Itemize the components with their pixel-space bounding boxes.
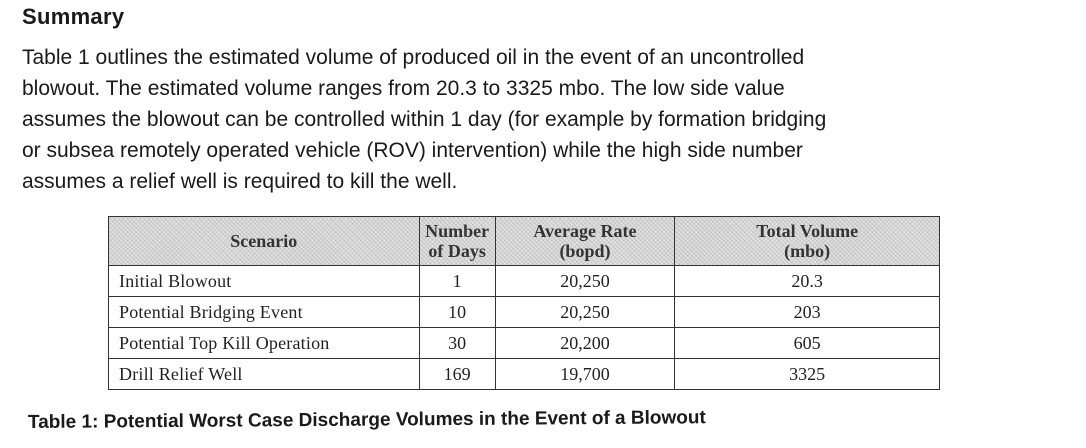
header-rate-line2: (bopd) (559, 241, 611, 261)
header-volume-line2: (mbo) (784, 241, 831, 261)
header-scenario (109, 217, 420, 266)
paragraph-line: Table 1 outlines the estimated volume of produced oil in the event of an uncontrolled (22, 46, 805, 69)
rate-cell: 20,200 (495, 328, 675, 359)
rate-cell: 19,700 (495, 359, 675, 390)
discharge-volume-table (108, 216, 940, 390)
scenario-cell: Drill Relief Well (109, 359, 420, 390)
header-rate (495, 217, 675, 266)
header-days-line1: Number (425, 221, 490, 241)
days-cell: 1 (419, 266, 495, 297)
table-caption: Table 1: Potential Worst Case Discharge Volumes in the Event of a Blowout (27, 407, 706, 433)
days-cell: 30 (419, 328, 495, 359)
table-row (109, 266, 940, 297)
summary-paragraph (22, 42, 1072, 197)
paragraph-line: assumes a relief well is required to kill the well. (22, 170, 458, 193)
rate-cell: 20,250 (495, 297, 675, 328)
section-heading: Summary (22, 4, 125, 29)
table-header-row (109, 217, 940, 266)
days-cell: 10 (419, 297, 495, 328)
volume-cell: 605 (675, 328, 940, 359)
scenario-cell: Initial Blowout (109, 266, 420, 297)
volume-cell: 20.3 (675, 266, 940, 297)
days-cell: 169 (419, 359, 495, 390)
rate-cell: 20,250 (495, 266, 675, 297)
scenario-cell: Potential Top Kill Operation (109, 328, 420, 359)
header-rate-line1: Average Rate (533, 221, 637, 241)
table-row (109, 328, 940, 359)
header-volume-line1: Total Volume (756, 221, 859, 241)
paragraph-line: or subsea remotely operated vehicle (ROV) intervention) while the high side number (22, 139, 803, 162)
header-days-line2: of Days (428, 241, 486, 261)
paragraph-line: blowout. The estimated volume ranges from 20.3 to 3325 mbo. The low side value (22, 77, 785, 100)
scenario-cell: Potential Bridging Event (109, 297, 420, 328)
volume-cell: 203 (675, 297, 940, 328)
paragraph-line: assumes the blowout can be controlled within 1 day (for example by formation bridging (22, 108, 827, 131)
header-scenario-label: Scenario (230, 231, 298, 251)
header-days (419, 217, 495, 266)
table-row (109, 359, 940, 390)
volume-cell: 3325 (675, 359, 940, 390)
header-volume (675, 217, 940, 266)
table-row (109, 297, 940, 328)
